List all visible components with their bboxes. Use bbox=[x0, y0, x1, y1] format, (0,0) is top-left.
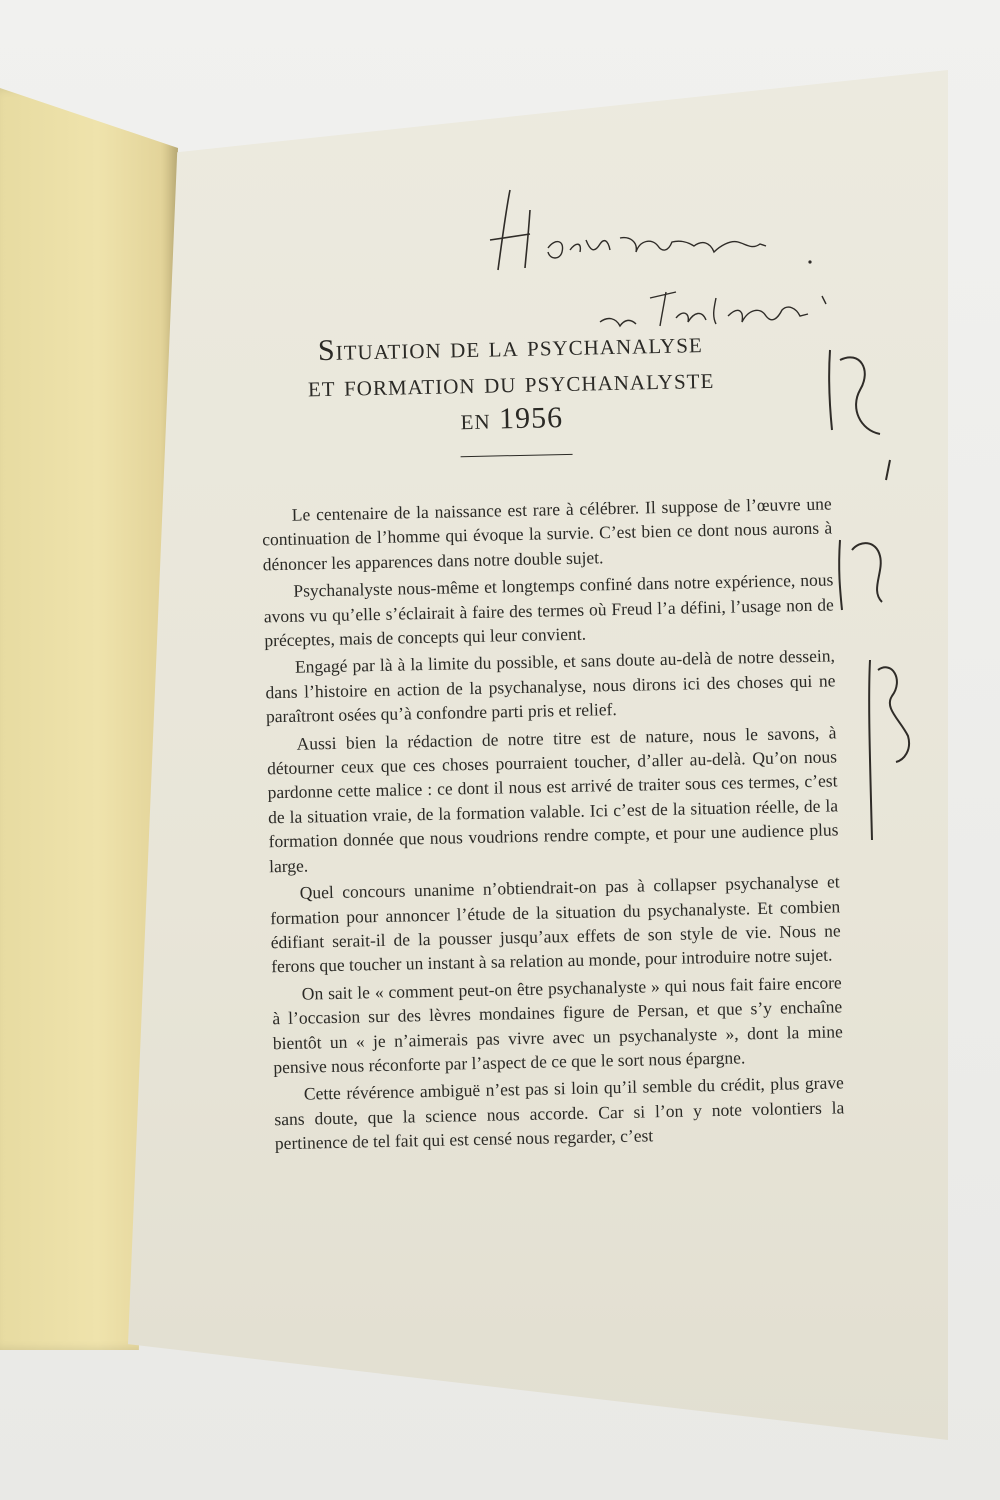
document-title bbox=[230, 323, 792, 443]
paragraph: Aussi bien la rédaction de notre titre est de nature, nous le savons, à détourner ceux que ces choses pourraient toucher, d’aller au-delà. Qu’on nous pardonne cette malice : ce dont il nous est arrivé de traiter sous ces termes, c’est de la situation vraie, de la formation valable. Ici c’est de la situation réelle, de la formation donnée que nous voudrions rendre compte, et pour une audience plus large. bbox=[266, 722, 839, 876]
paragraph: Quel concours unanime n’obtiendrait-on pas à collapser psychanalyse et formation pour annoncer l’étude de la situation du psychanalyste. Et combien édifiant serait-il de la pousser jusqu’aux effets de son style de vie. Nous ne ferons que toucher un instant à sa relation au monde, pour introduire notre sujet. bbox=[270, 871, 841, 977]
body-text bbox=[262, 491, 846, 1155]
title-line-1: Situation de la psychanalyse bbox=[317, 326, 703, 368]
document-content bbox=[230, 322, 847, 1159]
title-divider bbox=[461, 454, 573, 457]
title-line-3: en 1956 bbox=[460, 401, 564, 437]
title-line-2: et formation du psychanalyste bbox=[307, 361, 715, 404]
paragraph: On sait le « comment peut-on être psychanalyste » qui nous fait faire encore à l’occasion sur des lèvres mondaines figure de Persan, et que s’y enchaîne bientôt un « je n’aimerais pas vivre avec un psychanalyste », dont la mine pensive nous réconforte par l’aspect de ce que le sort nous épargne. bbox=[272, 972, 843, 1078]
paragraph: Engagé par là à la limite du possible, et sans doute au-delà de notre dessein, dans l’histoire en action de la psychanalyse, nous dirons ici des choses qui ne paraîtront osées qu’à confondre parti pris et relief. bbox=[265, 645, 836, 727]
paragraph: Le centenaire de la naissance est rare à célébrer. Il suppose de l’œuvre une continuation de l’homme qui évoque la survie. C’est bien ce dont nous aurons à dénoncer les apparences dans notre double sujet. bbox=[262, 493, 833, 575]
paragraph: Psychanalyste nous-même et longtemps confiné dans notre expérience, nous avons vu qu’elle s’éclairait à faire des termes où Freud l’a défini, l’usage non de préceptes, mais de concepts qui leur convient. bbox=[263, 569, 834, 651]
handwritten-dedication bbox=[470, 180, 890, 340]
paragraph: Cette révérence ambiguë n’est pas si loin qu’il semble du crédit, plus grave sans doute, que la science nous accorde. Car si l’on y note volontiers la pertinence de tel fait qui est censé nous regarder, c’est bbox=[274, 1072, 845, 1154]
